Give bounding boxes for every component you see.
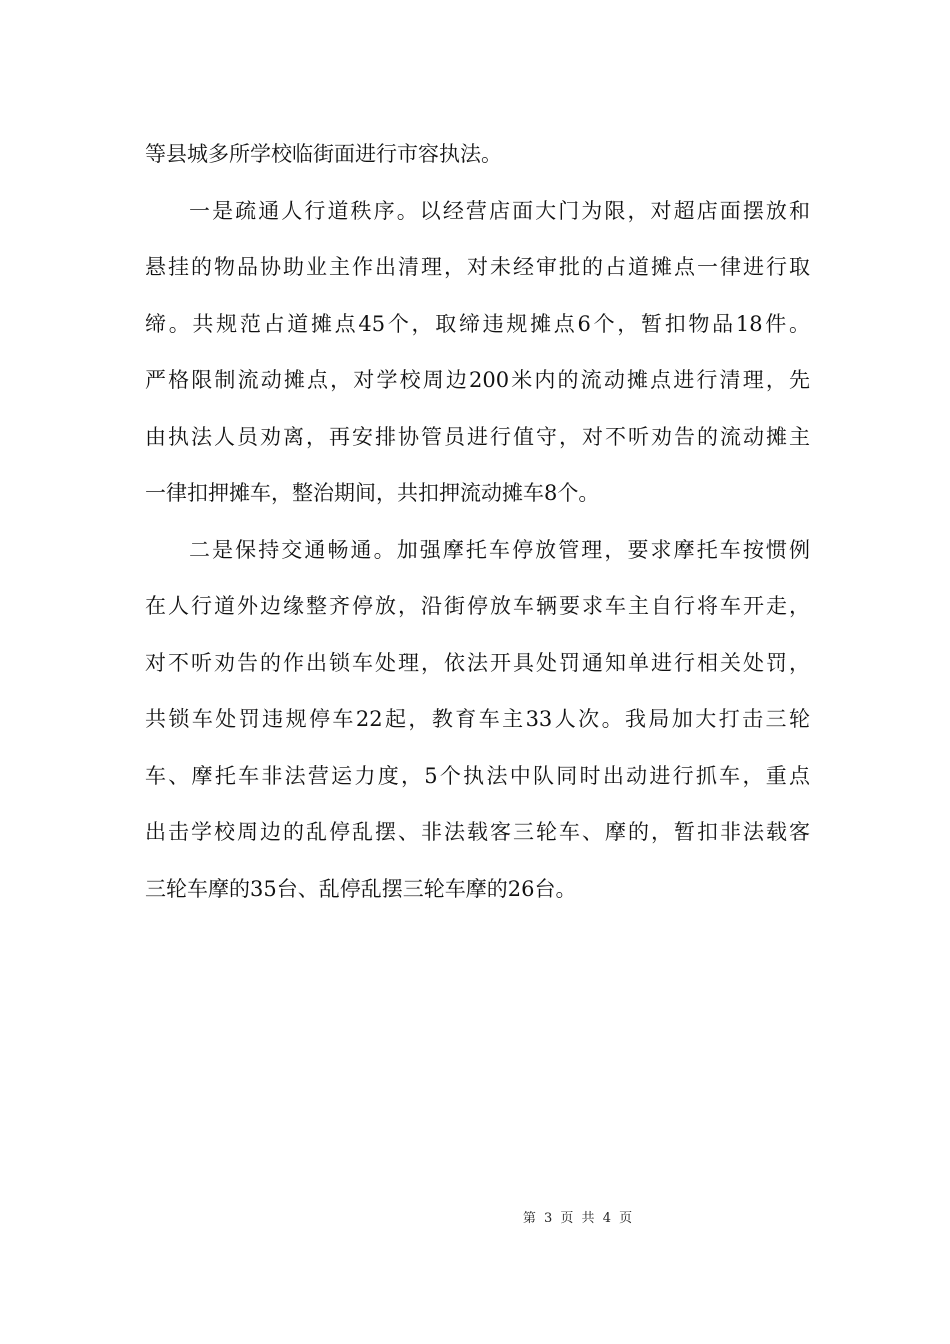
text-line: 共锁车处罚违规停车22起，教育车主33人次。我局加大打击三轮 [145,707,810,731]
text-line: 出击学校周边的乱停乱摆、非法载客三轮车、摩的，暂扣非法载客 [145,820,810,844]
page-number-footer: 第 3 页 共 4 页 [522,1211,633,1226]
text-line: 车、摩托车非法营运力度，5个执法中队同时出动进行抓车，重点 [145,763,810,788]
paragraph-start-line: 二是保持交通畅通。加强摩托车停放管理，要求摩托车按惯例 [189,537,810,562]
text-line: 三轮车摩的35台、乱停乱摆三轮车摩的26台。 [145,876,577,901]
body-text [145,130,810,921]
paragraph-start-line: 一是疏通人行道秩序。以经营店面大门为限，对超店面摆放和 [189,198,810,223]
text-line: 在人行道外边缘整齐停放，沿街停放车辆要求车主自行将车开走， [145,594,810,618]
text-line: 缔。共规范占道摊点45个，取缔违规摊点6个，暂扣物品18件。 [145,311,810,336]
text-line: 一律扣押摊车，整治期间，共扣押流动摊车8个。 [145,481,600,505]
text-line: 悬挂的物品协助业主作出清理，对未经审批的占道摊点一律进行取 [145,255,810,279]
text-line: 等县城多所学校临街面进行市容执法。 [145,142,502,166]
text-line: 严格限制流动摊点，对学校周边200米内的流动摊点进行清理，先 [145,368,810,392]
text-line: 对不听劝告的作出锁车处理，依法开具处罚通知单进行相关处罚， [145,650,810,675]
text-line: 由执法人员劝离，再安排协管员进行值守，对不听劝告的流动摊主 [145,424,810,449]
